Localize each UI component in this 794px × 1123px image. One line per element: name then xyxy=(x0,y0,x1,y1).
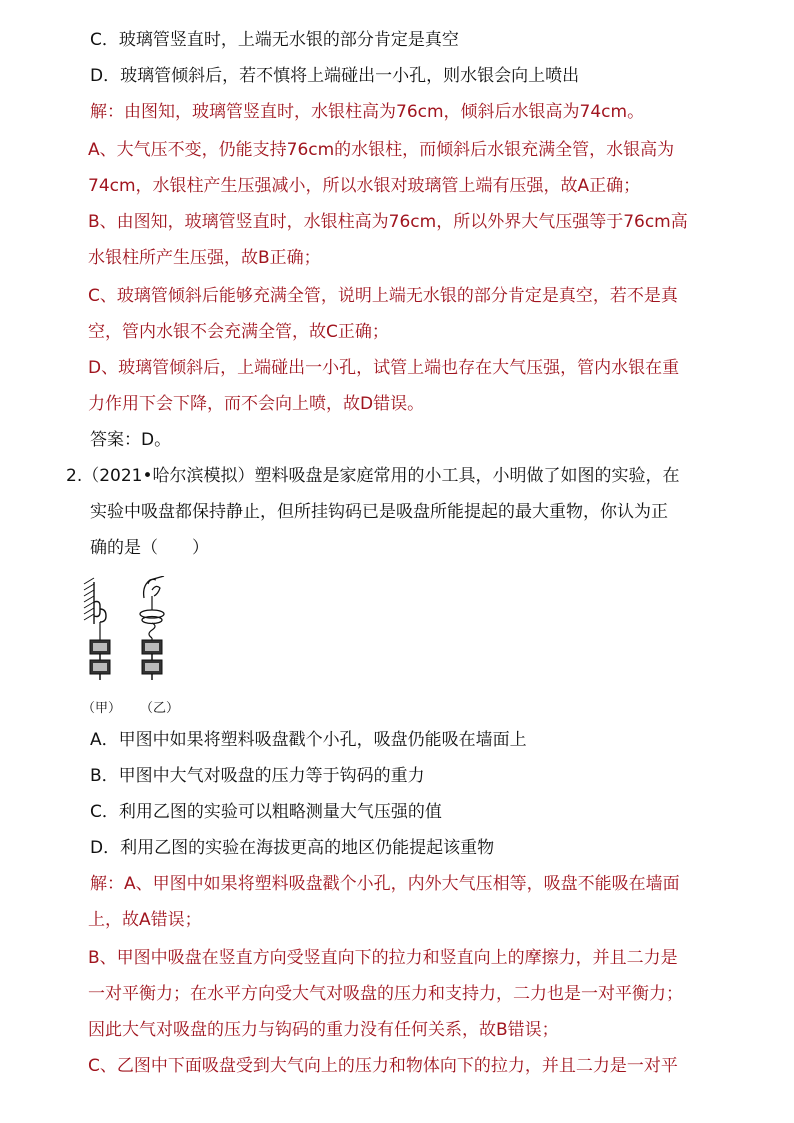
question-2-line-1: 2.（2021•哈尔滨模拟）塑料吸盘是家庭常用的小工具，小明做了如图的实验，在 xyxy=(66,466,680,486)
q2-solution-c-line-1: C、乙图中下面吸盘受到大气向上的压力和物体向下的拉力，并且二力是一对平 xyxy=(88,1056,678,1076)
q2-option-a: A．甲图中如果将塑料吸盘戳个小孔，吸盘仍能吸在墙面上 xyxy=(90,730,527,750)
q2-solution-a-line-1: 解：A、甲图中如果将塑料吸盘戳个小孔，内外大气压相等，吸盘不能吸在墙面 xyxy=(90,874,680,894)
option-d-line: D．玻璃管倾斜后，若不慎将上端碰出一小孔，则水银会向上喷出 xyxy=(90,66,580,86)
q2-solution-a-line-2: 上，故A错误； xyxy=(88,910,202,930)
q2-option-d: D．利用乙图的实验在海拔更高的地区仍能提起该重物 xyxy=(90,838,495,858)
figure-label-jia: （甲） xyxy=(82,701,122,716)
solution-d-line-1: D、玻璃管倾斜后，上端碰出一小孔，试管上端也存在大气压强，管内水银在重 xyxy=(88,358,680,378)
solution-d-line-2: 力作用下会下降，而不会向上喷，故D错误。 xyxy=(88,394,425,414)
solution-c-line-1: C、玻璃管倾斜后能够充满全管，说明上端无水银的部分肯定是真空，若不是真 xyxy=(88,286,678,306)
q2-solution-b-line-3: 因此大气对吸盘的压力与钩码的重力没有任何关系，故B错误； xyxy=(88,1020,559,1040)
question-2-line-3: 确的是（ ） xyxy=(90,538,209,558)
q2-solution-b-line-2: 一对平衡力；在水平方向受大气对吸盘的压力和支持力，二力也是一对平衡力； xyxy=(88,984,683,1004)
solution-a-line-1: A、大气压不变，仍能支持76cm的水银柱，而倾斜后水银充满全管，水银高为 xyxy=(88,140,675,160)
solution-c-line-2: 空，管内水银不会充满全管，故C正确； xyxy=(88,322,389,342)
suction-cup-figure xyxy=(80,576,190,718)
q2-solution-b-line-1: B、甲图中吸盘在竖直方向受竖直向下的拉力和竖直向上的摩擦力，并且二力是 xyxy=(88,948,678,968)
solution-a-line-2: 74cm，水银柱产生压强减小，所以水银对玻璃管上端有压强，故A正确； xyxy=(88,176,641,196)
solution-b-line-1: B、由图知，玻璃管竖直时，水银柱高为76cm，所以外界大气压强等于76cm高 xyxy=(88,212,688,232)
suction-cup-illustration xyxy=(80,576,190,718)
answer-line: 答案：D。 xyxy=(90,430,172,450)
option-c-line: C．玻璃管竖直时，上端无水银的部分肯定是真空 xyxy=(90,30,459,50)
q2-option-c: C．利用乙图的实验可以粗略测量大气压强的值 xyxy=(90,802,442,822)
solution-intro-line: 解：由图知，玻璃管竖直时，水银柱高为76cm，倾斜后水银高为74cm。 xyxy=(90,102,645,122)
solution-b-line-2: 水银柱所产生压强，故B正确； xyxy=(88,248,321,268)
figure-label-yi: （乙） xyxy=(140,701,180,716)
question-2-line-2: 实验中吸盘都保持静止，但所挂钩码已是吸盘所能提起的最大重物，你认为正 xyxy=(90,502,668,522)
q2-option-b: B．甲图中大气对吸盘的压力等于钩码的重力 xyxy=(90,766,425,786)
